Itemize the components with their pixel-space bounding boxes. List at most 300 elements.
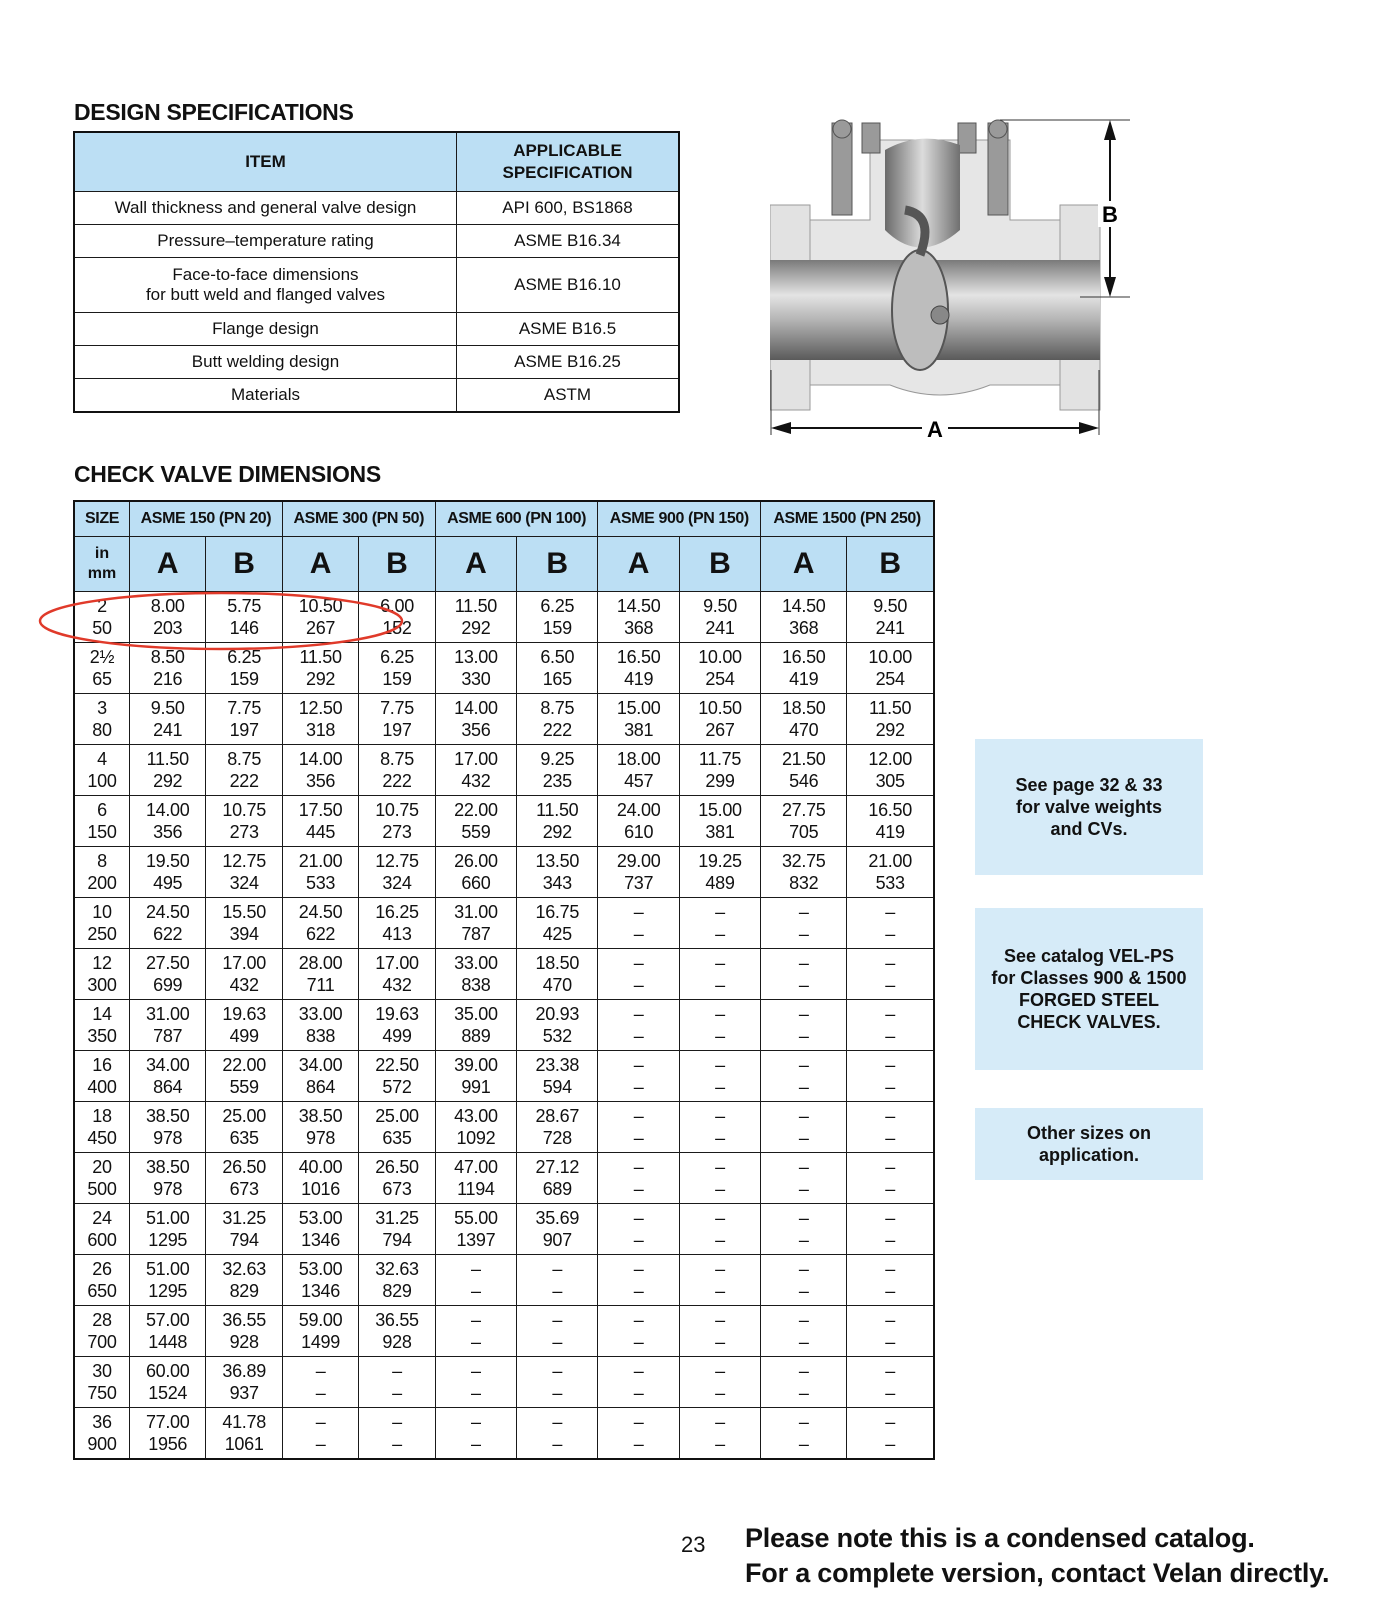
dimension-cell: [598, 643, 679, 694]
size-mm: 300: [87, 975, 117, 995]
value-inches: 23.38: [535, 1055, 580, 1075]
value-mm: –: [392, 1383, 402, 1403]
value-mm: –: [633, 1077, 644, 1097]
value-mm: 864: [306, 1077, 336, 1097]
dimension-cell: [679, 847, 760, 898]
value-mm: 445: [306, 822, 336, 842]
dimension-cell: [130, 949, 206, 1000]
value-mm: 159: [382, 669, 412, 689]
table-row: [74, 745, 934, 796]
value-mm: 673: [229, 1179, 259, 1199]
dimension-cell: [282, 898, 358, 949]
value-mm: 330: [461, 669, 491, 689]
dimension-cell: [847, 1102, 934, 1153]
value-mm: 419: [789, 669, 819, 689]
value-mm: 419: [624, 669, 654, 689]
spec-item: Butt welding design: [74, 346, 457, 379]
value-mm: 829: [229, 1281, 259, 1301]
dimension-cell: [517, 745, 598, 796]
value-inches: –: [715, 1412, 725, 1432]
value-inches: 19.63: [222, 1004, 266, 1024]
value-mm: –: [633, 1281, 644, 1301]
value-mm: –: [798, 1128, 809, 1148]
value-mm: 432: [461, 771, 491, 791]
value-mm: 978: [153, 1179, 183, 1199]
value-inches: –: [798, 1208, 809, 1228]
value-mm: 324: [382, 873, 412, 893]
value-mm: –: [885, 924, 895, 944]
value-inches: 6.25: [540, 596, 575, 616]
value-mm: 432: [382, 975, 412, 995]
value-inches: 77.00: [145, 1412, 190, 1432]
value-mm: –: [633, 1434, 644, 1454]
value-inches: –: [798, 1412, 809, 1432]
value-inches: –: [885, 1055, 895, 1075]
value-inches: –: [885, 953, 895, 973]
value-mm: –: [885, 1179, 895, 1199]
value-mm: –: [798, 1332, 809, 1352]
table-row: [74, 1051, 934, 1102]
size-header: SIZE: [74, 501, 130, 537]
dimension-cell: [598, 1408, 679, 1460]
dimension-cell: [761, 1102, 847, 1153]
value-inches: 41.78: [222, 1412, 266, 1432]
dimension-cell: [679, 592, 760, 643]
value-mm: 470: [542, 975, 572, 995]
size-cell: [74, 847, 130, 898]
dimension-a-label: A: [927, 417, 943, 442]
value-inches: 13.50: [535, 851, 580, 871]
value-inches: 26.50: [222, 1157, 266, 1177]
value-inches: 21.00: [298, 851, 343, 871]
dimension-cell: [598, 694, 679, 745]
value-inches: 14.50: [616, 596, 661, 616]
value-mm: 356: [153, 822, 183, 842]
size-inches: 6: [97, 800, 107, 820]
dimension-cell: [282, 1408, 358, 1460]
value-inches: 17.00: [375, 953, 419, 973]
condensed-catalog-notice: Please note this is a condensed catalog. For a complete version, contact Velan directly.: [745, 1523, 1330, 1588]
dimension-cell: [517, 1204, 598, 1255]
value-mm: 292: [153, 771, 183, 791]
value-inches: –: [885, 1310, 895, 1330]
dimension-cell: [282, 1306, 358, 1357]
dimension-cell: [435, 847, 516, 898]
dimension-cell: [847, 1051, 934, 1102]
value-inches: –: [885, 902, 895, 922]
value-inches: –: [798, 953, 809, 973]
value-mm: –: [798, 1179, 809, 1199]
spec-item: Flange design: [74, 313, 457, 346]
value-mm: 1346: [301, 1281, 340, 1301]
value-inches: 11.50: [454, 596, 497, 616]
dimension-cell: [517, 592, 598, 643]
value-mm: 889: [461, 1026, 491, 1046]
value-mm: 838: [461, 975, 491, 995]
size-inches: 36: [92, 1412, 112, 1432]
value-mm: 292: [875, 720, 905, 740]
value-mm: 832: [789, 873, 819, 893]
value-inches: 17.50: [298, 800, 343, 820]
value-inches: 24.50: [298, 902, 343, 922]
value-mm: 356: [306, 771, 336, 791]
size-inches: 2½: [89, 647, 115, 667]
value-mm: 432: [229, 975, 259, 995]
value-inches: 33.00: [454, 953, 498, 973]
dimension-cell: [517, 1000, 598, 1051]
value-inches: –: [633, 1106, 644, 1126]
value-inches: –: [798, 1310, 809, 1330]
note-valve-weights: See page 32 & 33 for valve weights and CVs.: [975, 739, 1203, 875]
value-mm: 356: [461, 720, 491, 740]
dimension-cell: [679, 1051, 760, 1102]
dimension-cell: [517, 1051, 598, 1102]
value-inches: –: [715, 1157, 725, 1177]
value-mm: 499: [229, 1026, 259, 1046]
value-inches: 53.00: [298, 1259, 343, 1279]
dimension-b-header: B: [679, 537, 760, 592]
value-mm: 1956: [148, 1434, 188, 1454]
size-cell: [74, 1255, 130, 1306]
value-inches: 7.75: [227, 698, 262, 718]
dimension-cell: [847, 1357, 934, 1408]
value-mm: –: [633, 924, 644, 944]
value-inches: 14.00: [145, 800, 190, 820]
dimension-cell: [679, 1102, 760, 1153]
size-mm: 65: [92, 669, 112, 689]
value-mm: 699: [153, 975, 183, 995]
value-inches: 12.75: [375, 851, 419, 871]
value-inches: 36.89: [222, 1361, 266, 1381]
value-inches: –: [633, 1412, 644, 1432]
dimension-cell: [517, 796, 598, 847]
value-inches: –: [715, 953, 725, 973]
value-inches: –: [633, 1208, 644, 1228]
dimension-b-label: B: [1102, 202, 1118, 227]
value-inches: 15.50: [222, 902, 266, 922]
value-inches: 21.50: [781, 749, 826, 769]
dimension-b-header: B: [206, 537, 282, 592]
value-mm: –: [715, 1077, 725, 1097]
dimension-cell: [679, 1408, 760, 1460]
value-mm: 1499: [301, 1332, 340, 1352]
dimension-cell: [761, 1000, 847, 1051]
value-inches: –: [798, 1004, 809, 1024]
dimension-cell: [679, 643, 760, 694]
value-inches: –: [885, 1106, 895, 1126]
value-inches: 11.75: [698, 749, 742, 769]
dimension-cell: [761, 1408, 847, 1460]
dimension-cell: [761, 1204, 847, 1255]
value-mm: 241: [705, 618, 735, 638]
value-mm: –: [552, 1383, 563, 1403]
value-mm: 324: [229, 873, 259, 893]
value-mm: –: [885, 1332, 895, 1352]
value-mm: –: [392, 1434, 402, 1454]
dimension-cell: [517, 643, 598, 694]
value-mm: 197: [382, 720, 412, 740]
size-inches: 26: [92, 1259, 112, 1279]
value-mm: 737: [624, 873, 654, 893]
dimension-cell: [130, 694, 206, 745]
value-mm: –: [715, 1281, 725, 1301]
dimension-cell: [679, 1255, 760, 1306]
pressure-class-header: ASME 1500 (PN 250): [761, 501, 934, 537]
dimension-cell: [206, 796, 282, 847]
dimension-cell: [435, 592, 516, 643]
value-mm: 394: [229, 924, 259, 944]
design-specifications-title: DESIGN SPECIFICATIONS: [74, 99, 354, 125]
dimension-cell: [359, 1102, 435, 1153]
value-mm: 533: [875, 873, 905, 893]
size-mm: 400: [87, 1077, 117, 1097]
value-mm: 152: [382, 618, 412, 638]
pressure-class-header: ASME 300 (PN 50): [282, 501, 435, 537]
value-mm: 559: [229, 1077, 259, 1097]
table-row: [74, 1102, 934, 1153]
value-inches: –: [798, 1055, 809, 1075]
dimension-cell: [359, 1357, 435, 1408]
applicable-specification-header: APPLICABLE SPECIFICATION: [457, 132, 680, 192]
value-inches: –: [715, 902, 725, 922]
value-inches: 20.93: [535, 1004, 580, 1024]
value-mm: 273: [229, 822, 259, 842]
size-mm: 100: [87, 771, 117, 791]
value-mm: 318: [306, 720, 336, 740]
spec-row: [74, 225, 679, 258]
dimension-cell: [206, 745, 282, 796]
value-mm: –: [798, 1230, 809, 1250]
value-mm: –: [471, 1332, 481, 1352]
value-mm: 299: [705, 771, 735, 791]
value-mm: 159: [229, 669, 259, 689]
dimension-cell: [847, 1255, 934, 1306]
value-inches: –: [798, 1361, 809, 1381]
highlight-oval: [36, 590, 406, 652]
spec-row: [74, 379, 679, 413]
dimension-cell: [435, 694, 516, 745]
value-inches: 34.00: [298, 1055, 343, 1075]
value-mm: –: [885, 1128, 895, 1148]
value-inches: 9.50: [703, 596, 737, 616]
value-mm: 203: [153, 618, 183, 638]
dimension-cell: [679, 745, 760, 796]
value-mm: 146: [229, 618, 259, 638]
dimension-cell: [435, 1000, 516, 1051]
dimension-cell: [130, 1255, 206, 1306]
table-row: [74, 1255, 934, 1306]
dimension-cell: [282, 1204, 358, 1255]
spec-value: ASME B16.34: [457, 225, 680, 258]
value-inches: 18.50: [781, 698, 826, 718]
value-inches: 24.50: [145, 902, 190, 922]
dimension-b-header: B: [847, 537, 934, 592]
dimension-cell: [206, 1102, 282, 1153]
value-inches: 25.00: [375, 1106, 419, 1126]
dimension-cell: [598, 1000, 679, 1051]
value-inches: –: [552, 1259, 563, 1279]
dimension-cell: [282, 1255, 358, 1306]
value-mm: –: [798, 975, 809, 995]
value-inches: 14.50: [781, 596, 826, 616]
dimension-cell: [679, 1306, 760, 1357]
size-mm: 200: [87, 873, 117, 893]
value-inches: 32.63: [375, 1259, 419, 1279]
value-inches: 10.50: [698, 698, 742, 718]
value-mm: –: [552, 1281, 563, 1301]
value-inches: 16.50: [616, 647, 661, 667]
value-inches: 31.25: [375, 1208, 419, 1228]
value-mm: 1397: [456, 1230, 496, 1250]
value-mm: 689: [542, 1179, 572, 1199]
page-number: 23: [681, 1532, 706, 1557]
value-mm: –: [715, 1128, 725, 1148]
dimension-cell: [847, 898, 934, 949]
value-inches: 19.63: [375, 1004, 419, 1024]
value-mm: 292: [306, 669, 336, 689]
value-mm: 165: [542, 669, 572, 689]
dimension-cell: [206, 1000, 282, 1051]
dimension-cell: [282, 1153, 358, 1204]
value-inches: –: [715, 1259, 725, 1279]
dimension-cell: [435, 1153, 516, 1204]
value-mm: 267: [306, 618, 336, 638]
dimension-cell: [206, 1153, 282, 1204]
dimension-cell: [435, 949, 516, 1000]
value-inches: 55.00: [454, 1208, 498, 1228]
value-mm: –: [885, 1383, 895, 1403]
value-mm: –: [633, 975, 644, 995]
dimension-cell: [517, 694, 598, 745]
value-mm: 622: [306, 924, 336, 944]
dimension-cell: [517, 1306, 598, 1357]
value-inches: 10.00: [698, 647, 742, 667]
value-inches: 27.12: [535, 1157, 580, 1177]
value-inches: 22.00: [222, 1055, 266, 1075]
value-inches: 10.75: [375, 800, 419, 820]
value-inches: 17.00: [222, 953, 266, 973]
value-inches: –: [633, 1055, 644, 1075]
value-inches: 33.00: [298, 1004, 343, 1024]
dimension-cell: [359, 949, 435, 1000]
value-mm: 159: [542, 618, 572, 638]
value-inches: 8.50: [150, 647, 185, 667]
dimension-cell: [435, 643, 516, 694]
value-mm: –: [885, 1026, 895, 1046]
value-inches: 36.55: [375, 1310, 419, 1330]
value-inches: –: [552, 1412, 563, 1432]
value-mm: 991: [461, 1077, 491, 1097]
value-inches: 19.50: [145, 851, 190, 871]
dimension-cell: [206, 1204, 282, 1255]
dimension-cell: [359, 796, 435, 847]
dimension-cell: [359, 1153, 435, 1204]
dimension-cell: [847, 643, 934, 694]
dimension-cell: [206, 949, 282, 1000]
spec-row: [74, 346, 679, 379]
value-inches: –: [633, 902, 644, 922]
check-valve-dimensions-title: CHECK VALVE DIMENSIONS: [74, 461, 381, 487]
value-inches: 12.75: [222, 851, 266, 871]
value-mm: 222: [382, 771, 412, 791]
dimension-a-header: A: [598, 537, 679, 592]
value-mm: 413: [382, 924, 412, 944]
dimension-cell: [359, 1306, 435, 1357]
dimension-cell: [761, 1153, 847, 1204]
value-mm: 728: [542, 1128, 572, 1148]
table-row: [74, 898, 934, 949]
size-cell: [74, 1102, 130, 1153]
value-inches: 8.00: [150, 596, 185, 616]
dimension-cell: [517, 1102, 598, 1153]
value-inches: 5.75: [227, 596, 262, 616]
dimension-cell: [435, 898, 516, 949]
size-cell: [74, 1000, 130, 1051]
value-inches: 12.00: [868, 749, 912, 769]
spec-value: ASME B16.10: [457, 258, 680, 313]
size-cell: [74, 1408, 130, 1460]
value-mm: 381: [624, 720, 654, 740]
value-mm: 368: [789, 618, 819, 638]
size-mm: 250: [87, 924, 117, 944]
spec-row: [74, 313, 679, 346]
value-mm: 254: [875, 669, 905, 689]
dimension-cell: [761, 1051, 847, 1102]
value-mm: 489: [705, 873, 735, 893]
size-mm: 150: [87, 822, 117, 842]
value-inches: –: [552, 1361, 563, 1381]
note-other-sizes: Other sizes on application.: [975, 1108, 1203, 1180]
value-mm: –: [798, 924, 809, 944]
value-inches: 11.50: [146, 749, 189, 769]
value-mm: 978: [306, 1128, 336, 1148]
value-mm: 572: [382, 1077, 412, 1097]
pressure-class-header: ASME 900 (PN 150): [598, 501, 761, 537]
value-inches: 15.00: [698, 800, 742, 820]
size-inches: 28: [92, 1310, 112, 1330]
value-mm: 635: [382, 1128, 412, 1148]
value-inches: 11.50: [536, 800, 579, 820]
size-mm: 650: [87, 1281, 117, 1301]
dimension-cell: [206, 1357, 282, 1408]
dimension-cell: [598, 592, 679, 643]
size-mm: 600: [87, 1230, 117, 1250]
value-inches: –: [552, 1310, 563, 1330]
value-inches: 6.25: [380, 647, 414, 667]
dimension-cell: [679, 694, 760, 745]
value-mm: –: [633, 1332, 644, 1352]
dimension-cell: [598, 1204, 679, 1255]
value-inches: 9.25: [540, 749, 575, 769]
dimension-cell: [130, 1306, 206, 1357]
value-mm: 838: [306, 1026, 336, 1046]
dimension-cell: [130, 898, 206, 949]
size-cell: [74, 1306, 130, 1357]
value-inches: 8.75: [380, 749, 414, 769]
value-inches: –: [715, 1361, 725, 1381]
value-inches: –: [471, 1361, 481, 1381]
value-mm: –: [715, 1434, 725, 1454]
size-mm: 80: [92, 720, 112, 740]
size-inches: 2: [97, 596, 107, 616]
dimension-a-header: A: [761, 537, 847, 592]
table-row: [74, 796, 934, 847]
dimension-cell: [847, 949, 934, 1000]
dimension-cell: [517, 847, 598, 898]
value-inches: 40.00: [298, 1157, 343, 1177]
value-inches: 22.50: [375, 1055, 419, 1075]
size-mm: 700: [87, 1332, 117, 1352]
